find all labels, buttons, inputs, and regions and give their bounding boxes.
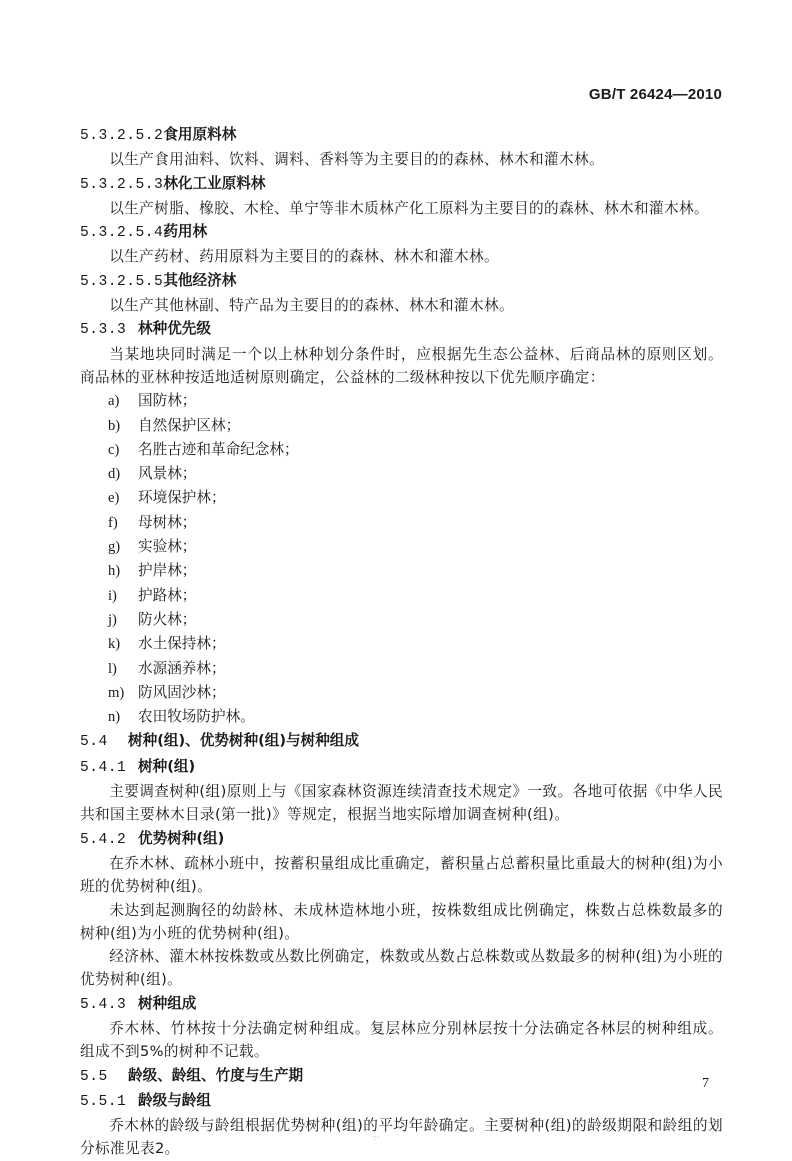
list-label: k): [108, 636, 121, 653]
section-heading: [80, 827, 723, 852]
section-heading: [80, 172, 723, 197]
section-title: 其他经济林: [163, 271, 237, 289]
section-heading: [80, 755, 723, 780]
list-text: 护岸林；: [138, 562, 197, 580]
list-label: j): [108, 611, 117, 628]
section-number: 5.5: [80, 1068, 108, 1085]
section-heading: [80, 317, 723, 342]
section-title: 龄级与龄组: [138, 1091, 211, 1109]
section-heading: [80, 992, 723, 1017]
list-item: [80, 632, 723, 656]
section-title: 林化工业原料林: [163, 174, 266, 192]
list-label: g): [108, 539, 121, 556]
list-item: [80, 486, 723, 510]
list-item: [80, 705, 723, 729]
standard-number: GB/T 26424—2010: [588, 86, 722, 103]
list-text: 自然保护区林；: [138, 416, 241, 434]
paragraph: 主要调查树种(组)原则上与《国家森林资源连续清查技术规定》一致。各地可依据《中华人民共和国主要林木目录(第一批)》等规定，根据当地实际增加调查树种(组)。: [80, 783, 723, 824]
list-item: [80, 511, 723, 535]
list-item: [80, 438, 723, 462]
section-title: 树种(组)、优势树种(组)与树种组成: [128, 732, 359, 750]
section-number: 5.4.1: [80, 759, 127, 776]
section-title: 药用林: [163, 223, 208, 241]
paragraph: 以生产其他林副、特产品为主要目的的森林、林木和灌木林。: [109, 297, 515, 315]
list-text: 名胜古迹和革命纪念林；: [138, 440, 299, 458]
list-text: 环境保护林；: [138, 489, 226, 507]
paragraph: 在乔木林、疏林小班中，按蓄积量组成比重确定，蓄积量占总蓄积量比重最大的树种(组)为小班的优势树种(组)。: [80, 854, 723, 896]
section-heading: [80, 1064, 723, 1089]
scan-mark: ·:·: [372, 1133, 380, 1142]
section-number: 5.3.2.5.4: [80, 225, 164, 242]
section-heading: [80, 123, 723, 148]
list-item: [80, 608, 723, 632]
list-label: d): [108, 466, 121, 483]
list-label: i): [108, 587, 117, 604]
priority-list: [80, 389, 723, 729]
list-item: [80, 535, 723, 559]
paragraph: 以生产食用油料、饮料、调料、香料等为主要目的的森林、林木和灌木林。: [109, 151, 604, 169]
list-text: 母树林；: [138, 513, 197, 531]
list-text: 水土保持林；: [138, 635, 226, 653]
paragraph: 乔木林的龄级与龄组根据优势树种(组)的平均年龄确定。主要树种(组)的龄级期限和龄组的划分标准见表2。: [80, 1117, 723, 1158]
section-heading: [80, 729, 723, 754]
list-label: n): [108, 709, 121, 726]
list-text: 实验林；: [138, 538, 197, 556]
list-text: 水源涵养林；: [138, 659, 226, 677]
document-body: [80, 123, 723, 1161]
paragraph: 乔木林、竹林按十分法确定树种组成。复层林应分别林层按十分法确定各林层的树种组成。组成不到5%的树种不记载。: [80, 1019, 723, 1061]
list-label: m): [108, 684, 125, 701]
section-number: 5.3.2.5.3: [80, 176, 164, 193]
section-number: 5.3.3: [80, 322, 127, 339]
page-number: 7: [702, 1076, 709, 1091]
section-title: 树种组成: [138, 994, 197, 1012]
section-title: 优势树种(组): [138, 829, 225, 847]
section-number: 5.3.2.5.5: [80, 273, 164, 290]
list-item: [80, 389, 723, 413]
section-title: 龄级、龄组、竹度与生产期: [128, 1066, 304, 1084]
paragraph: 未达到起测胸径的幼龄林、未成林造林地小班，按株数组成比例确定，株数占总株数最多的树种(组)为小班的优势树种(组)。: [80, 901, 723, 942]
section-number: 5.4.2: [80, 831, 127, 848]
list-item: [80, 584, 723, 608]
list-text: 防火林；: [138, 610, 197, 628]
section-heading: [80, 269, 723, 294]
list-label: f): [108, 514, 118, 531]
list-item: [80, 414, 723, 438]
list-text: 防风固沙林；: [138, 683, 226, 701]
list-text: 国防林；: [138, 392, 197, 410]
paragraph: 以生产树脂、橡胶、木栓、单宁等非木质林产化工原料为主要目的的森林、林木和灌木林。: [109, 199, 709, 217]
list-label: a): [108, 393, 120, 410]
section-heading: [80, 1089, 723, 1114]
paragraph: 经济林、灌木林按株数或丛数比例确定，株数或丛数占总株数或丛数最多的树种(组)为小班的优势树种(组)。: [80, 948, 723, 989]
list-label: h): [108, 563, 121, 580]
section-number: 5.3.2.5.2: [80, 128, 164, 144]
list-label: c): [108, 441, 120, 458]
list-item: [80, 559, 723, 583]
section-number: 5.4: [80, 734, 108, 751]
section-heading: [80, 220, 723, 245]
list-item: [80, 657, 723, 681]
list-label: e): [108, 490, 120, 507]
list-text: 护路林；: [138, 586, 197, 604]
list-item: [80, 462, 723, 486]
paragraph: 当某地块同时满足一个以上林种划分条件时，应根据先生态公益林、后商品林的原则区划。商品林的亚林种按适地适树原则确定，公益林的二级林种按以下优先顺序确定：: [80, 345, 723, 386]
list-text: 农田牧场防护林。: [138, 708, 255, 726]
section-title: 林种优先级: [138, 320, 211, 338]
paragraph: 以生产药材、药用原料为主要目的的森林、林木和灌木林。: [109, 248, 500, 266]
list-label: l): [108, 660, 117, 677]
section-number: 5.5.1: [80, 1093, 127, 1110]
section-number: 5.4.3: [80, 996, 127, 1013]
list-label: b): [108, 417, 121, 434]
section-title: 食用原料林: [163, 126, 237, 143]
list-text: 风景林；: [138, 465, 197, 483]
list-item: [80, 681, 723, 705]
section-title: 树种(组): [138, 757, 196, 775]
